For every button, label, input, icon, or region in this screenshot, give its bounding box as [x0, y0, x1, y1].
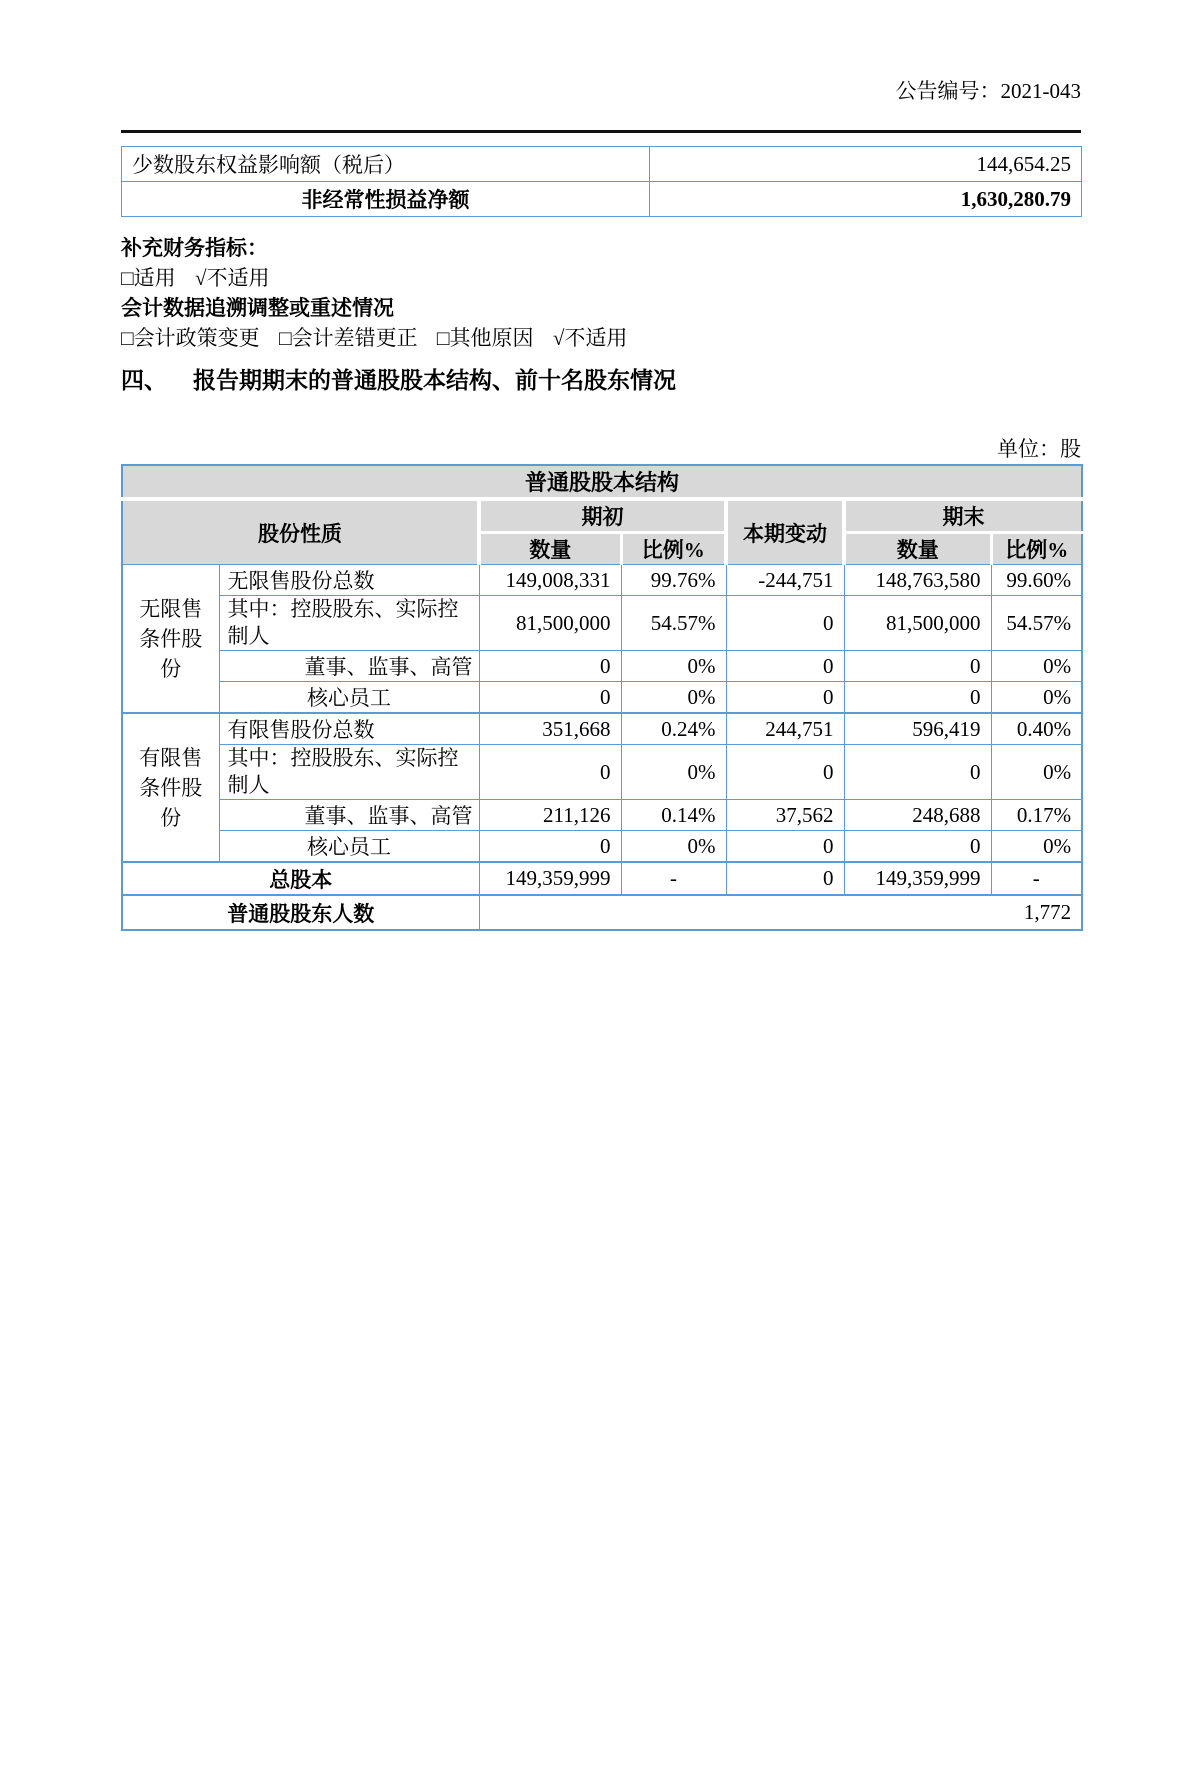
cell-end-ratio: 0.40% [991, 713, 1082, 745]
cell-end-ratio: 99.60% [991, 565, 1082, 596]
table-row [122, 682, 1082, 714]
row-label: 董事、监事、高管 [219, 651, 479, 682]
row-label: 其中：控股股东、实际控制人 [219, 745, 479, 800]
col-header-begin-quantity: 数量 [479, 533, 621, 565]
table-title-row [122, 465, 1082, 499]
section-heading [121, 365, 1081, 397]
row-label: 其中：控股股东、实际控制人 [219, 596, 479, 651]
group-unrestricted: 无限售条件股份 [122, 565, 219, 714]
cell-begin-ratio: 0% [621, 831, 726, 863]
table-row [122, 713, 1082, 745]
cell-end-qty: 0 [844, 831, 991, 863]
table-row [122, 831, 1082, 863]
row-label: 核心员工 [219, 682, 479, 714]
cell-end-qty: 0 [844, 651, 991, 682]
cell-begin-qty: 0 [479, 831, 621, 863]
cell-end-qty: 0 [844, 682, 991, 714]
checkbox-restate-na: √不适用 [552, 326, 628, 350]
cell-end-ratio: 54.57% [991, 596, 1082, 651]
cell-begin-qty: 149,359,999 [479, 862, 621, 895]
col-header-beginning: 期初 [479, 499, 726, 533]
total-label: 总股本 [122, 862, 479, 895]
cell-begin-ratio: 0% [621, 745, 726, 800]
checkbox-applicable: □适用 [121, 266, 176, 290]
cell-change: 0 [726, 651, 844, 682]
cell-begin-ratio: 99.76% [621, 565, 726, 596]
col-header-share-nature: 股份性质 [122, 499, 479, 565]
minority-interest-value: 144,654.25 [650, 147, 1082, 182]
table-row [122, 565, 1082, 596]
row-label: 有限售股份总数 [219, 713, 479, 745]
cell-change: 0 [726, 745, 844, 800]
table-row [122, 147, 1082, 182]
cell-change: 37,562 [726, 800, 844, 831]
cell-end-ratio: 0% [991, 745, 1082, 800]
checkbox-other-reason: □其他原因 [436, 326, 534, 350]
checkbox-error-correction: □会计差错更正 [278, 326, 418, 350]
announcement-page [0, 78, 1200, 1774]
cell-end-qty: 81,500,000 [844, 596, 991, 651]
row-label: 核心员工 [219, 831, 479, 863]
cell-begin-qty: 0 [479, 682, 621, 714]
row-label: 董事、监事、高管 [219, 800, 479, 831]
cell-begin-qty: 0 [479, 745, 621, 800]
cell-end-ratio: - [991, 862, 1082, 895]
supplement-title: 补充财务指标： [121, 236, 268, 260]
checkbox-not-applicable: √不适用 [194, 266, 270, 290]
group-restricted: 有限售条件股份 [122, 713, 219, 862]
cell-change: -244,751 [726, 565, 844, 596]
col-header-change: 本期变动 [726, 499, 844, 565]
section-number: 四、 [121, 368, 167, 393]
table-row [122, 596, 1082, 651]
minority-interest-label: 少数股东权益影响额（税后） [122, 147, 650, 182]
table-title: 普通股股本结构 [122, 465, 1082, 499]
restatement-options-line [121, 323, 1081, 353]
row-label: 无限售股份总数 [219, 565, 479, 596]
cell-begin-ratio: 0.24% [621, 713, 726, 745]
cell-begin-qty: 81,500,000 [479, 596, 621, 651]
cell-end-qty: 148,763,580 [844, 565, 991, 596]
cell-end-qty: 149,359,999 [844, 862, 991, 895]
col-header-end-ratio: 比例% [991, 533, 1082, 565]
cell-begin-qty: 351,668 [479, 713, 621, 745]
cell-end-qty: 0 [844, 745, 991, 800]
restatement-title: 会计数据追溯调整或重述情况 [121, 296, 394, 320]
cell-begin-qty: 0 [479, 651, 621, 682]
cell-begin-ratio: 0% [621, 682, 726, 714]
shareholders-value: 1,772 [479, 895, 1082, 930]
table-row [122, 651, 1082, 682]
section-title: 报告期期末的普通股股本结构、前十名股东情况 [193, 368, 676, 393]
shareholders-row [122, 895, 1082, 930]
col-header-end-quantity: 数量 [844, 533, 991, 565]
cell-change: 0 [726, 596, 844, 651]
header-rule [121, 130, 1081, 133]
doc-number: 公告编号：2021-043 [895, 79, 1081, 103]
cell-begin-qty: 149,008,331 [479, 565, 621, 596]
cell-begin-ratio: 54.57% [621, 596, 726, 651]
table-row [122, 745, 1082, 800]
shareholders-label: 普通股股东人数 [122, 895, 479, 930]
share-structure-table [121, 464, 1083, 931]
cell-change: 0 [726, 682, 844, 714]
total-row [122, 862, 1082, 895]
cell-begin-qty: 211,126 [479, 800, 621, 831]
col-header-ending: 期末 [844, 499, 1082, 533]
cell-end-ratio: 0% [991, 651, 1082, 682]
page-content [121, 78, 1081, 931]
cell-end-qty: 596,419 [844, 713, 991, 745]
unit-label: 单位：股 [997, 437, 1081, 461]
net-non-recurring-label: 非经常性损益净额 [122, 182, 650, 217]
applicability-line [121, 263, 1081, 293]
net-non-recurring-value: 1,630,280.79 [650, 182, 1082, 217]
cell-change: 244,751 [726, 713, 844, 745]
col-header-begin-ratio: 比例% [621, 533, 726, 565]
table-row [122, 800, 1082, 831]
non-recurring-items-table [121, 146, 1082, 217]
supplement-block [121, 233, 1081, 353]
table-row [122, 182, 1082, 217]
cell-begin-ratio: 0% [621, 651, 726, 682]
cell-end-qty: 248,688 [844, 800, 991, 831]
cell-end-ratio: 0.17% [991, 800, 1082, 831]
cell-end-ratio: 0% [991, 682, 1082, 714]
checkbox-policy-change: □会计政策变更 [121, 326, 260, 350]
cell-begin-ratio: 0.14% [621, 800, 726, 831]
cell-change: 0 [726, 831, 844, 863]
cell-end-ratio: 0% [991, 831, 1082, 863]
header-row [122, 499, 1082, 533]
cell-begin-ratio: - [621, 862, 726, 895]
cell-change: 0 [726, 862, 844, 895]
